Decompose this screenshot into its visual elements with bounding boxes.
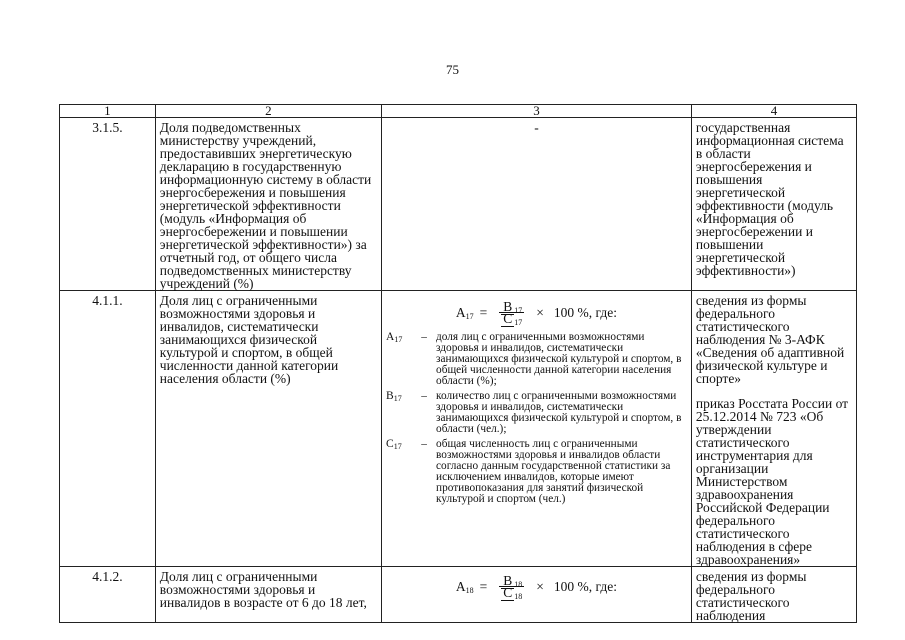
formula-times: × [536,305,544,320]
definition-text: доля лиц с ограниченными возможностями здоровья и инвалидов, систематически занимающихся физической культурой и спортом, в общей численности данной категории населения области (%); [436,331,682,387]
row-number: 4.1.2. [60,567,156,623]
definition-text: количество лиц с ограниченными возможностями здоровья и инвалидов, систематически занимающихся физической культурой и спортом, в области (чел.); [436,390,682,435]
definition-symbol: $A_{17}$ [386,331,403,344]
source-cell [691,291,856,567]
formula-equals: = [479,305,488,320]
header-cell: 4 [691,105,856,118]
source-text: сведения из формы федерального статистического наблюдения № 3-АФК «Сведения об адаптивной физической культуре и спорте» [695,293,845,386]
formula-fraction [499,299,524,327]
definition-symbol: $C_{17}$ [386,438,402,451]
formula-definitions [386,332,687,505]
table-row [60,567,857,623]
formula-percent: 100 %, где: [553,305,618,320]
method-dash: - [534,120,539,135]
method-cell [382,291,692,567]
formula-numerator: B $_{18}$ [499,575,524,587]
formula-percent: 100 %, где: [553,579,618,594]
source-cell [691,567,856,623]
indicators-table [59,104,857,623]
table-header-row [60,105,857,118]
definition-dash: – [421,331,427,343]
formula [386,299,687,327]
row-number: 4.1.1. [60,291,156,567]
formula-denominator: C $_{18}$ [503,585,523,601]
table-row [60,291,857,567]
header-cell: 3 [382,105,692,118]
formula-equals: = [479,579,488,594]
formula-lhs: $A_{17}$ [455,305,474,321]
definition-dash: – [421,438,427,450]
source-text: сведения из формы федерального статистического наблюдения [695,569,807,623]
header-cell: 2 [155,105,381,118]
definition-symbol: $B_{17}$ [386,390,402,403]
indicator-text: Доля подведомственных министерству учреждений, предоставивших энергетическую декларацию в государственную информационную систему в области энергосбережения и повышения энергетической эффективности (модуль «Информация об энергосбережении и повышении энергетической эффективности») за отчетный год, от общего числа подведомственных министерству учреждений (%) [159,120,372,291]
source-text: государственная информационная система в области энергосбережения и повышения энергетической эффективности (модуль «Информация об энергосбережении и повышении энергетической эффективности») [695,120,844,278]
formula [386,573,687,601]
formula-denominator: C $_{17}$ [503,311,523,327]
formula-times: × [536,579,544,594]
definition-item [386,391,687,435]
formula-fraction [499,573,524,601]
definition-text: общая численность лиц с ограниченными возможностями здоровья и инвалидов области согласно данным государственной статистики за исключением инвалидов, которые имеют противопоказания для занятий физической культурой и спортом (чел.) [436,438,671,505]
header-cell: 1 [60,105,156,118]
definition-item [386,439,687,505]
formula-numerator: B $_{17}$ [499,301,524,313]
method-cell [382,567,692,623]
definition-dash: – [421,390,427,402]
page-number: 75 [446,62,459,77]
indicator-text: Доля лиц с ограниченными возможностями здоровья и инвалидов, систематически занимающихся физической культурой и спортом, в общей численности данной категории населения области (%) [159,293,339,386]
indicator-cell [155,567,381,623]
source-text-order: приказ Росстата России от 25.12.2014 № 723 «Об утверждении статистического инструментария для организации Министерством здравоохранения Российской Федерации федерального статистического наблюдения в сфере здравоохранения» [695,396,849,567]
formula-lhs: $A_{18}$ [455,579,474,595]
table-row [60,118,857,291]
row-number: 3.1.5. [60,118,156,291]
definition-item [386,332,687,387]
method-cell [382,118,692,291]
indicator-text: Доля лиц с ограниченными возможностями здоровья и инвалидов в возрасте от 6 до 18 лет, [159,569,367,610]
indicator-cell [155,118,381,291]
indicator-cell [155,291,381,567]
source-cell [691,118,856,291]
